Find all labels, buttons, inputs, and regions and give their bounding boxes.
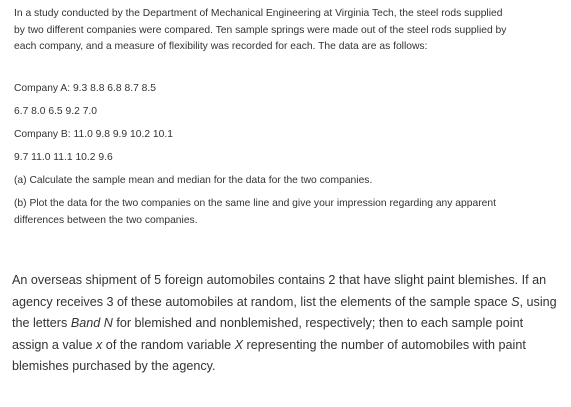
problem-2-text-4: of the random variable (102, 337, 235, 352)
company-b-data-line-2: 9.7 11.0 11.1 10.2 9.6 (14, 152, 113, 163)
letters-b-n: Band N (70, 316, 113, 330)
problem-2 (12, 270, 557, 378)
problem-1 (14, 6, 514, 226)
problem-2-text-2: , using the letters (12, 294, 557, 330)
part-a-question: (a) Calculate the sample mean and median for the data for the two companies. (14, 175, 373, 186)
part-b-question: (b) Plot the data for the two companies on the same line and give your impression regarding any apparent differences between the two companies. (14, 198, 496, 226)
problem-1-intro: In a study conducted by the Department of Mechanical Engineering at Virginia Tech, the steel rods supplied by two different companies were compared. Ten sample springs were made out of the steel rods supplied by each company, and a measure of flexibility was recorded for each. The data are as follows: (14, 8, 507, 52)
value-symbol-x: x (96, 337, 103, 352)
problem-2-text-5: representing the number of automobiles with paint blemishes purchased by the agency. (12, 337, 526, 373)
problem-2-text-1: An overseas shipment of 5 foreign automobiles contains 2 that have slight paint blemishes. If an agency receives 3 of these automobiles at random, list the elements of the sample space (12, 273, 547, 309)
problem-2-text-3: for blemished and nonblemished, respectively; then to each sample point assign a value (12, 316, 524, 352)
random-variable-symbol: X (234, 337, 244, 352)
sample-space-symbol: S (511, 294, 520, 309)
company-b-data-line-1: Company B: 11.0 9.8 9.9 10.2 10.1 (14, 129, 173, 140)
problem-2-text (12, 270, 557, 378)
company-a-data-line-2: 6.7 8.0 6.5 9.2 7.0 (14, 106, 98, 117)
company-a-data-line-1: Company A: 9.3 8.8 6.8 8.7 8.5 (14, 83, 156, 94)
